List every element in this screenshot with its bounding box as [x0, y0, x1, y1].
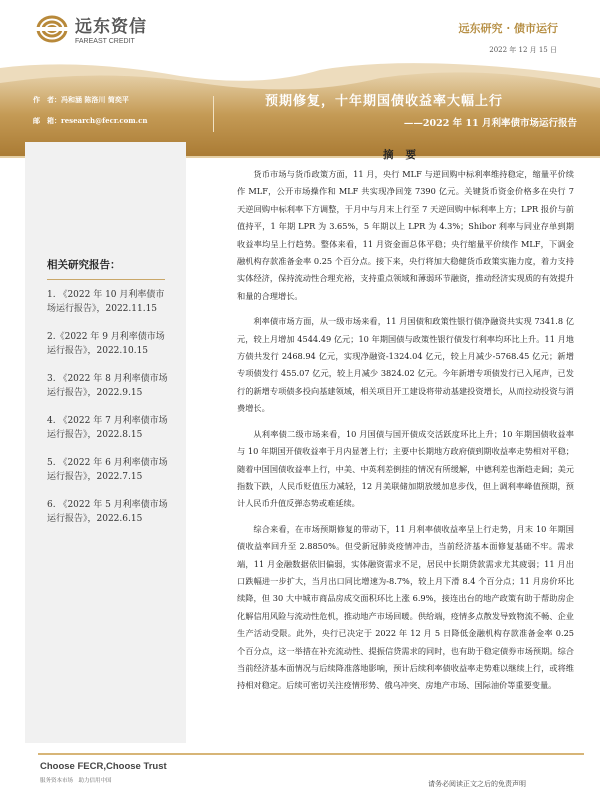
logo-cn: 远东资信 — [75, 17, 147, 37]
paragraph: 综合来看，在市场预期修复的带动下，11 月利率债收益率呈上行走势，月末 10 年期国债收益率回升至 2.8850%。但受新冠肺炎疫情冲击，当前经济基本面修复基础不牢。需求端，11 月金融数据依旧偏弱，实体融资需求不足，居民中长期贷款需求尤其疲弱；11 月出口跌幅进一步扩大，当月出口同比增速为-8.7%，较上月下滑 8.4 个百分点；11 月房价环比续降，但 30 大中城市商品房成交面积环比上涨 6.9%，接连出台的地产政策有助于帮助房企化解信用风险与流动性危机，推动地产市场回暖。供给端，疫情多点散发导致物流不畅、企业生产活动受限。此外，央行已决定于 2022 年 12 月 5 日降低金融机构存款准备金率 0.25 个百分点，这一举措在补充流动性、提振信贷需求的同时，也有助于稳定债券市场预期。综合当前经济基本面情况与后续降准落地影响，预计后续利率债收益率走势难以继续上行，或将维持相对稳定。后续可密切关注疫情形势、俄乌冲突、房地产市场、国际油价等重要变量。 — [237, 523, 574, 691]
report-series: 远东研究 · 债市运行 — [458, 22, 558, 35]
authors: 作 者：冯和涵 陈洛川 简奕平 — [33, 95, 129, 104]
paragraph: 货币市场与货币政策方面，11 月，央行 MLF 与逆回购中标利率维持稳定，缩量平价续作 MLF，公开市场操作和 MLF 共实现净回笼 7390 亿元。关键货币资金价格多在央行 7 天逆回购中标利率下方调整，于月中与月末上行至 7 天逆回购中标利率上方；LPR 报价与前值持平，1 年期 LPR 为 3.65%，5 年期以上 LPR 为 4.3%；Shibor 利率与同业存单到期收益率均呈上行趋势。整体来看，11 月资金面总体平稳；央行缩量平价续作 MLF，下调金融机构存款准备金率 0.25 个百分点。接下来，央行将加大稳健货币政策实施力度，着力支持实体经济，保持流动性合理充裕，支持重点领域和薄弱环节融资，推动经济实现质的有效提升和量的合理增长。 — [237, 169, 574, 301]
related-report[interactable]: 3. 《2022 年 8 月利率债市场运行报告》，2022.9.15 — [47, 374, 168, 398]
report-date: 2022 年 12 月 15 日 — [489, 46, 557, 54]
related-report[interactable]: 1. 《2022 年 10 月利率债市场运行报告》，2022.11.15 — [47, 290, 165, 314]
email[interactable]: 邮 箱：research@fecr.com.cn — [33, 116, 148, 125]
slogan-sub: 服务资本市场 助力信用中国 — [40, 778, 112, 784]
divider — [213, 96, 214, 132]
paragraph: 从利率债二级市场来看，10 月国债与国开债成交活跃度环比上升；10 年期国债收益率与 10 年期国开债收益率于月内显著上行；主要中长期地方政府债到期收益率走势相对平稳；随着中国国债收益率上行，中美、中英利差倒挂的情况有所缓解，中德利差也渐趋走阔；美元指数下跌，人民币贬值压力减轻，12 月美联储加期放缓加息步伐，但上调利率峰值预期，预计人民币升值反弹态势或难延续。 — [237, 428, 574, 509]
paragraph: 利率债市场方面，从一级市场来看，11 月国债和政策性银行债净融资共实现 7341.8 亿元，较上月增加 4544.49 亿元；10 年期国债与政策性银行债发行利率均环比上升。11 月地方债共发行 2468.94 亿元，实现净融资-1324.04 亿元，较上月减少-5768.45 亿元；新增专项债发行 455.07 亿元，较上月减少 3824.02 亿元。今年新增专项债发行已入尾声，已发行的新增专项债多投向基建领域，相关项目开工建设将带动基建投资增长，从而拉动投资与消费增长。 — [237, 316, 574, 414]
logo-icon — [36, 14, 68, 44]
sidebar — [25, 142, 186, 743]
logo-en: FAREAST CREDIT — [75, 38, 135, 45]
related-report[interactable]: 5. 《2022 年 6 月利率债市场运行报告》，2022.7.15 — [47, 458, 168, 482]
disclaimer-note: 请务必阅读正文之后的免责声明 — [428, 780, 526, 788]
abstract-body — [237, 166, 574, 703]
logo — [36, 12, 147, 45]
report-title: 预期修复，十年期国债收益率大幅上行 — [265, 94, 504, 109]
related-heading: 相关研究报告： — [47, 259, 121, 271]
related-report[interactable]: 6. 《2022 年 5 月利率债市场运行报告》，2022.6.15 — [47, 500, 168, 524]
footer-rule — [38, 753, 584, 755]
abstract-heading: 摘要 — [383, 149, 428, 161]
related-report[interactable]: 2.《2022 年 9 月利率债市场运行报告》，2022.10.15 — [47, 332, 165, 356]
heading-rule — [47, 279, 165, 280]
report-subtitle: ——2022 年 11 月利率债市场运行报告 — [403, 118, 577, 129]
related-report[interactable]: 4. 《2022 年 7 月利率债市场运行报告》，2022.8.15 — [47, 416, 168, 440]
author-info — [33, 89, 147, 131]
slogan: Choose FECR,Choose Trust — [40, 761, 167, 772]
